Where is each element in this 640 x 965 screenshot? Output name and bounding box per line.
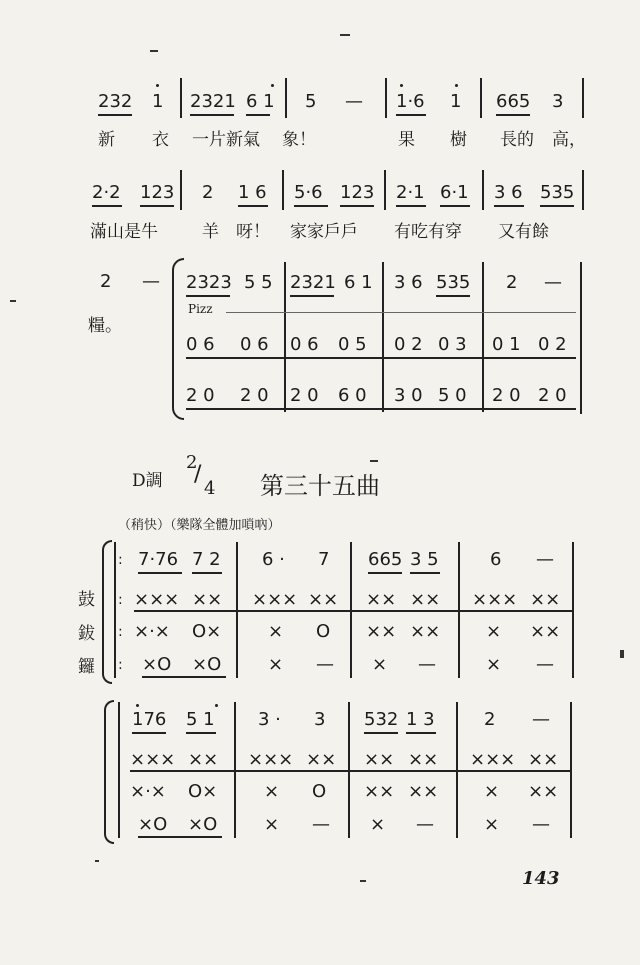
- barline: [480, 78, 482, 118]
- gong-hit: ×O: [142, 654, 172, 675]
- note: 2321: [290, 272, 336, 293]
- underline: [190, 114, 234, 116]
- key-signature: D調: [132, 471, 163, 491]
- drum-hit: ×××: [248, 749, 294, 770]
- dash: —: [142, 271, 160, 292]
- drum-hit: ×××: [472, 589, 518, 610]
- dash: —: [418, 654, 436, 675]
- lyric: 長的: [500, 130, 534, 150]
- lyric: 有吃有穿: [394, 222, 462, 242]
- staff-bracket: [104, 700, 114, 844]
- lyric: 一片新氣: [192, 130, 260, 150]
- note: 5 1: [186, 709, 215, 730]
- tempo-marking: （稍快）（樂隊全體加嗩吶）: [118, 518, 281, 533]
- note: 6 1: [246, 91, 275, 112]
- barline: [482, 170, 484, 210]
- cymbal-hit: O: [312, 781, 327, 802]
- note: 1 3: [406, 709, 435, 730]
- note: 6: [490, 549, 502, 570]
- underline: [134, 610, 574, 612]
- cymbal-hit: O×: [188, 781, 218, 802]
- note: 0 3: [438, 334, 467, 355]
- barline: [580, 262, 582, 414]
- dotted-rule: [226, 312, 576, 313]
- drum-hit: ××: [192, 589, 223, 610]
- cymbal-hit: ×·×: [134, 621, 170, 642]
- note: 7: [318, 549, 330, 570]
- note: 2 0: [538, 385, 567, 406]
- underline: [396, 114, 426, 116]
- lyric: 樹: [450, 130, 467, 150]
- barline: [582, 170, 584, 210]
- repeat-colon: :: [118, 552, 123, 568]
- gong-hit: ×: [268, 654, 284, 675]
- note: 0 6: [240, 334, 269, 355]
- note: 2: [506, 272, 518, 293]
- barline: [180, 78, 182, 118]
- speck: [340, 34, 350, 36]
- note: 123: [140, 182, 175, 203]
- underline: [440, 205, 470, 207]
- underline: [364, 732, 398, 734]
- note: 2·2: [92, 182, 121, 203]
- note: 3: [314, 709, 326, 730]
- note: 3 6: [394, 272, 423, 293]
- gong-hit: ×: [372, 654, 388, 675]
- cymbal-hit: O×: [192, 621, 222, 642]
- barline: [114, 542, 116, 678]
- barline: [180, 170, 182, 210]
- piece-title: 第三十五曲: [260, 472, 380, 500]
- underline: [142, 676, 226, 678]
- cymbal-hit: ××: [530, 621, 561, 642]
- cymbal-hit: ×: [268, 621, 284, 642]
- note: 3 6: [494, 182, 523, 203]
- gong-hit: ×O: [138, 814, 168, 835]
- underline: [140, 205, 174, 207]
- note: 7 2: [192, 549, 221, 570]
- speck: [360, 880, 366, 882]
- lyric: 果: [398, 130, 415, 150]
- cymbal-hit: ××: [410, 621, 441, 642]
- note: 232: [98, 91, 133, 112]
- note: 5·6: [294, 182, 323, 203]
- underline: [192, 572, 222, 574]
- barline: [282, 170, 284, 210]
- lyric: 衣: [152, 130, 169, 150]
- note: 7·76: [138, 549, 179, 570]
- instrument-label: 鼓: [78, 590, 95, 610]
- note: 5 0: [438, 385, 467, 406]
- note: 3 0: [394, 385, 423, 406]
- speck: [10, 300, 16, 302]
- drum-hit: ××: [410, 589, 441, 610]
- barline: [384, 170, 386, 210]
- dash: —: [345, 91, 363, 112]
- barline: [285, 78, 287, 118]
- note: 1: [450, 91, 462, 112]
- note: 1 6: [238, 182, 267, 203]
- dot: [271, 84, 274, 87]
- dash: —: [532, 709, 550, 730]
- repeat-colon: :: [118, 624, 123, 640]
- note: 6 1: [344, 272, 373, 293]
- lyric: 糧。: [88, 316, 122, 336]
- instrument-label: 鑼: [78, 657, 95, 677]
- barline: [482, 262, 484, 412]
- instrument-label: 鈸: [78, 624, 95, 644]
- lyric: 高，: [552, 130, 586, 150]
- cymbal-hit: ××: [408, 781, 439, 802]
- drum-hit: ××: [364, 749, 395, 770]
- cymbal-hit: ×: [264, 781, 280, 802]
- gong-hit: ×O: [192, 654, 222, 675]
- barline: [385, 78, 387, 118]
- speck: [370, 460, 378, 462]
- underline: [396, 205, 426, 207]
- note: 665: [496, 91, 531, 112]
- underline: [496, 114, 530, 116]
- dash: —: [532, 814, 550, 835]
- underline: [368, 572, 402, 574]
- gong-hit: ×: [370, 814, 386, 835]
- drum-hit: ××: [408, 749, 439, 770]
- drum-hit: ××: [188, 749, 219, 770]
- drum-hit: ×××: [130, 749, 176, 770]
- drum-hit: ×××: [134, 589, 180, 610]
- note: 2 0: [240, 385, 269, 406]
- cymbal-hit: ×: [486, 621, 502, 642]
- lyric: 羊: [202, 222, 219, 242]
- underline: [186, 295, 230, 297]
- pizz-label: Pizz: [188, 302, 213, 316]
- cymbal-hit: ××: [366, 621, 397, 642]
- underline: [246, 114, 270, 116]
- note: 2: [202, 182, 214, 203]
- lyric: 家家戶戶: [290, 222, 358, 242]
- note: 0 6: [186, 334, 215, 355]
- note: 1: [152, 91, 164, 112]
- lyric: 呀！: [236, 222, 270, 242]
- note: 0 2: [394, 334, 423, 355]
- underline: [138, 572, 182, 574]
- repeat-colon: :: [118, 657, 123, 673]
- underline: [92, 205, 122, 207]
- note: 3 ·: [258, 709, 281, 730]
- dash: —: [416, 814, 434, 835]
- barline: [570, 702, 572, 838]
- drum-hit: ××: [528, 749, 559, 770]
- note: 2 0: [492, 385, 521, 406]
- note: 2323: [186, 272, 232, 293]
- note: 3 5: [410, 549, 439, 570]
- note: 532: [364, 709, 399, 730]
- underline: [186, 357, 576, 359]
- cymbal-hit: ××: [528, 781, 559, 802]
- barline: [582, 78, 584, 118]
- note: 2 0: [290, 385, 319, 406]
- note: 176: [132, 709, 167, 730]
- underline: [436, 295, 470, 297]
- gong-hit: ×: [486, 654, 502, 675]
- underline: [410, 572, 440, 574]
- gong-hit: ×: [484, 814, 500, 835]
- speck: [95, 860, 99, 862]
- cymbal-hit: O: [316, 621, 331, 642]
- note: 0 1: [492, 334, 521, 355]
- barline: [382, 262, 384, 412]
- drum-hit: ××: [306, 749, 337, 770]
- barline: [284, 262, 286, 412]
- lyric: 滿山是牛: [90, 222, 158, 242]
- underline: [186, 732, 216, 734]
- dash: —: [316, 654, 334, 675]
- dash: —: [544, 272, 562, 293]
- underline: [98, 114, 132, 116]
- lyric: 又有餘: [498, 222, 549, 242]
- repeat-colon: :: [118, 592, 123, 608]
- lyric: 象！: [282, 130, 316, 150]
- note: 2: [100, 271, 112, 292]
- note: 5 5: [244, 272, 273, 293]
- note: 535: [436, 272, 471, 293]
- underline: [130, 770, 570, 772]
- note: 3: [552, 91, 564, 112]
- drum-hit: ××: [530, 589, 561, 610]
- underline: [290, 295, 334, 297]
- note: 0 5: [338, 334, 367, 355]
- underline: [540, 205, 574, 207]
- note: 6 0: [338, 385, 367, 406]
- cymbal-hit: ×: [484, 781, 500, 802]
- dot: [156, 84, 159, 87]
- cymbal-hit: ×·×: [130, 781, 166, 802]
- time-signature-slash: /: [194, 462, 202, 487]
- barline: [118, 702, 120, 838]
- underline: [494, 205, 524, 207]
- underline: [138, 836, 222, 838]
- staff-bracket: [172, 258, 184, 420]
- note: 0 2: [538, 334, 567, 355]
- note: 6 ·: [262, 549, 285, 570]
- note: 0 6: [290, 334, 319, 355]
- page-number: 143: [522, 868, 560, 889]
- time-signature-bottom: 4: [204, 478, 216, 499]
- gong-hit: ×O: [188, 814, 218, 835]
- underline: [186, 408, 576, 410]
- drum-hit: ×××: [252, 589, 298, 610]
- drum-hit: ×××: [470, 749, 516, 770]
- speck: [620, 650, 624, 658]
- dot: [455, 84, 458, 87]
- note: 6·1: [440, 182, 469, 203]
- note: 665: [368, 549, 403, 570]
- note: 2·1: [396, 182, 425, 203]
- note: 2 0: [186, 385, 215, 406]
- note: 535: [540, 182, 575, 203]
- dash: —: [312, 814, 330, 835]
- staff-bracket: [102, 540, 112, 684]
- speck: [150, 50, 158, 52]
- drum-hit: ××: [366, 589, 397, 610]
- cymbal-hit: ××: [364, 781, 395, 802]
- drum-hit: ××: [308, 589, 339, 610]
- note: 2: [484, 709, 496, 730]
- note: 2321: [190, 91, 236, 112]
- gong-hit: ×: [264, 814, 280, 835]
- underline: [406, 732, 436, 734]
- underline: [294, 205, 328, 207]
- dot: [215, 704, 218, 707]
- dot: [400, 84, 403, 87]
- lyric: 新: [98, 130, 115, 150]
- note: 1·6: [396, 91, 425, 112]
- underline: [238, 205, 268, 207]
- time-signature-top: 2: [186, 452, 198, 473]
- underline: [340, 205, 374, 207]
- note: 5: [305, 91, 317, 112]
- dash: —: [536, 549, 554, 570]
- dash: —: [536, 654, 554, 675]
- underline: [132, 732, 166, 734]
- dot: [136, 704, 139, 707]
- note: 123: [340, 182, 375, 203]
